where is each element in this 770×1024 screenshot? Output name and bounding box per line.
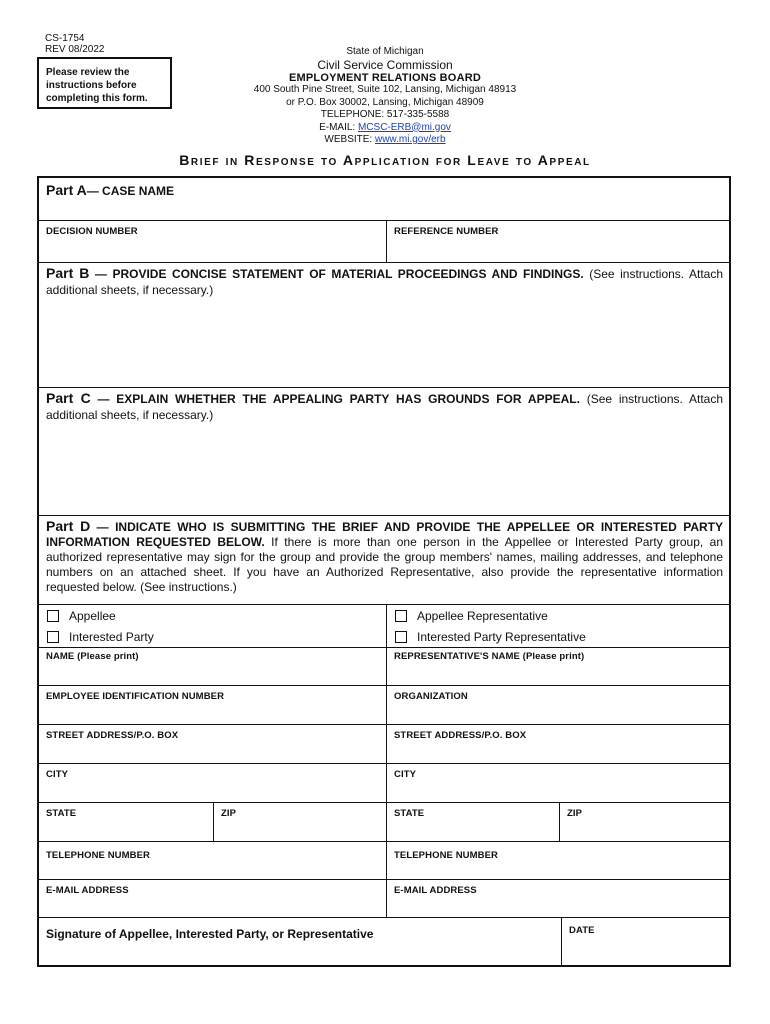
city-field[interactable] bbox=[39, 764, 386, 802]
email-label: E-MAIL: bbox=[319, 121, 358, 133]
rep-telephone-field[interactable] bbox=[386, 842, 729, 879]
email-field[interactable] bbox=[39, 880, 386, 917]
form-title: Brief in Response to Application for Leave to Appeal bbox=[179, 152, 591, 168]
signature-row bbox=[39, 918, 729, 965]
part-b-instructions: (See instructions. Attach additional sheets, if necessary.) bbox=[46, 267, 724, 297]
appellee-rep-option[interactable] bbox=[395, 609, 548, 623]
agency-address-2: or P.O. Box 30002, Lansing, Michigan 48909 bbox=[286, 96, 484, 108]
agency-telephone: TELEPHONE: 517-335-5588 bbox=[320, 109, 450, 120]
part-c-label: Part C bbox=[46, 390, 91, 406]
telephone-label: TELEPHONE NUMBER bbox=[46, 850, 150, 861]
interested-party-option[interactable] bbox=[47, 630, 154, 644]
part-c-title: — EXPLAIN WHETHER THE APPEALING PARTY HAS GROUNDS FOR APPEAL. bbox=[90, 392, 580, 406]
rep-city-field[interactable] bbox=[386, 764, 729, 802]
form-id bbox=[45, 33, 105, 55]
employee-id-field[interactable] bbox=[39, 686, 386, 724]
telephone-row bbox=[39, 842, 729, 880]
agency-address-1: 400 South Pine Street, Suite 102, Lansing, Michigan 48913 bbox=[253, 84, 517, 95]
date-field[interactable] bbox=[561, 918, 729, 965]
rep-street-label: STREET ADDRESS/P.O. BOX bbox=[394, 730, 527, 741]
agency-board: EMPLOYMENT RELATIONS BOARD bbox=[289, 71, 481, 84]
part-d-section bbox=[39, 516, 729, 605]
form-number: CS-1754 bbox=[45, 33, 85, 44]
zip-field[interactable] bbox=[213, 803, 386, 841]
part-a-title: — CASE NAME bbox=[86, 184, 175, 198]
part-d-label: Part D bbox=[46, 518, 91, 534]
agency-block bbox=[230, 46, 540, 147]
state-zip-row bbox=[39, 803, 729, 842]
form-grid bbox=[37, 176, 731, 967]
part-a-heading bbox=[46, 182, 174, 199]
date-label: DATE bbox=[569, 925, 595, 936]
part-c-instructions: (See instructions. Attach additional sheets, if necessary.) bbox=[46, 392, 724, 422]
part-a-numbers-row bbox=[39, 221, 729, 263]
street-label: STREET ADDRESS/P.O. BOX bbox=[46, 730, 179, 741]
city-label: CITY bbox=[46, 769, 69, 780]
agency-website-line bbox=[230, 134, 540, 147]
signature-field[interactable] bbox=[39, 918, 561, 965]
form-revision: REV 08/2022 bbox=[45, 44, 105, 55]
employee-id-label: EMPLOYEE IDENTIFICATION NUMBER bbox=[46, 691, 225, 702]
submitter-left bbox=[39, 605, 386, 647]
rep-email-field[interactable] bbox=[386, 880, 729, 917]
decision-number-label: DECISION NUMBER bbox=[46, 226, 138, 237]
zip-label: ZIP bbox=[221, 808, 237, 819]
part-d-instructions: If there is more than one person in the Appellee or Interested Party group, an authorized representative may sign for the group and provide the group members' names, mailing addresses, and telephone numbers on an attached sheet. If you have an Authorized Representative, also provide the representative information requested below. (See instructions.) bbox=[46, 535, 723, 594]
name-label: NAME (Please print) bbox=[46, 651, 139, 662]
organization-field[interactable] bbox=[386, 686, 729, 724]
appellee-checkbox[interactable] bbox=[47, 610, 59, 622]
rep-name-label: REPRESENTATIVE'S NAME (Please print) bbox=[394, 651, 585, 662]
rep-state-field[interactable] bbox=[386, 803, 559, 841]
website-link[interactable]: www.mi.gov/erb bbox=[374, 134, 446, 145]
interested-party-rep-option[interactable] bbox=[395, 630, 586, 644]
rep-name-field[interactable] bbox=[386, 648, 729, 685]
part-b-label: Part B bbox=[46, 265, 90, 281]
state-field[interactable] bbox=[39, 803, 213, 841]
rep-email-label: E-MAIL ADDRESS bbox=[394, 885, 477, 896]
submitter-right bbox=[386, 605, 729, 647]
submitter-type-row bbox=[39, 605, 729, 647]
email-label: E-MAIL ADDRESS bbox=[46, 885, 129, 896]
street-field[interactable] bbox=[39, 725, 386, 763]
interested-party-rep-checkbox[interactable] bbox=[395, 631, 407, 643]
agency-state: State of Michigan bbox=[346, 46, 424, 57]
reference-number-label: REFERENCE NUMBER bbox=[394, 226, 499, 237]
name-field[interactable] bbox=[39, 648, 386, 685]
instructions-notice: Please review the instructions before completing this form. bbox=[37, 57, 172, 109]
part-a-label: Part A bbox=[46, 182, 87, 198]
state-label: STATE bbox=[46, 808, 77, 819]
part-c-text bbox=[46, 391, 723, 423]
decision-number-field[interactable] bbox=[39, 221, 386, 262]
rep-city-label: CITY bbox=[394, 769, 417, 780]
appellee-rep-checkbox[interactable] bbox=[395, 610, 407, 622]
telephone-field[interactable] bbox=[39, 842, 386, 879]
rep-zip-label: ZIP bbox=[567, 808, 583, 819]
rep-zip-field[interactable] bbox=[559, 803, 729, 841]
interested-party-checkbox[interactable] bbox=[47, 631, 59, 643]
email-row bbox=[39, 880, 729, 918]
part-d-title: — INDICATE WHO IS SUBMITTING THE BRIEF AND PROVIDE THE APPELLEE OR INTERESTED PARTY INFORMATION REQUESTED BELOW. bbox=[46, 520, 724, 549]
organization-label: ORGANIZATION bbox=[394, 691, 468, 702]
website-label: WEBSITE: bbox=[324, 134, 375, 145]
appellee-label: Appellee bbox=[69, 609, 116, 623]
street-row bbox=[39, 725, 729, 764]
appellee-rep-label: Appellee Representative bbox=[417, 609, 548, 623]
part-d-text bbox=[46, 519, 723, 595]
part-a-case-name[interactable] bbox=[39, 178, 729, 221]
interested-party-rep-label: Interested Party Representative bbox=[417, 630, 586, 644]
email-link[interactable]: MCSC-ERB@mi.gov bbox=[357, 121, 451, 133]
reference-number-field[interactable] bbox=[386, 221, 729, 262]
appellee-option[interactable] bbox=[47, 609, 116, 623]
rep-state-label: STATE bbox=[394, 808, 425, 819]
agency-commission: Civil Service Commission bbox=[317, 57, 453, 72]
signature-label: Signature of Appellee, Interested Party, or Representative bbox=[46, 927, 374, 941]
rep-street-field[interactable] bbox=[386, 725, 729, 763]
part-b-section[interactable] bbox=[39, 263, 729, 388]
part-b-title: — PROVIDE CONCISE STATEMENT OF MATERIAL PROCEEDINGS AND FINDINGS. bbox=[89, 267, 584, 281]
agency-email-line bbox=[230, 122, 540, 135]
rep-telephone-label: TELEPHONE NUMBER bbox=[394, 850, 498, 861]
name-row bbox=[39, 647, 729, 686]
city-row bbox=[39, 764, 729, 803]
part-c-section[interactable] bbox=[39, 388, 729, 516]
interested-party-label: Interested Party bbox=[69, 630, 154, 644]
employee-id-row bbox=[39, 686, 729, 725]
part-b-text bbox=[46, 266, 723, 298]
